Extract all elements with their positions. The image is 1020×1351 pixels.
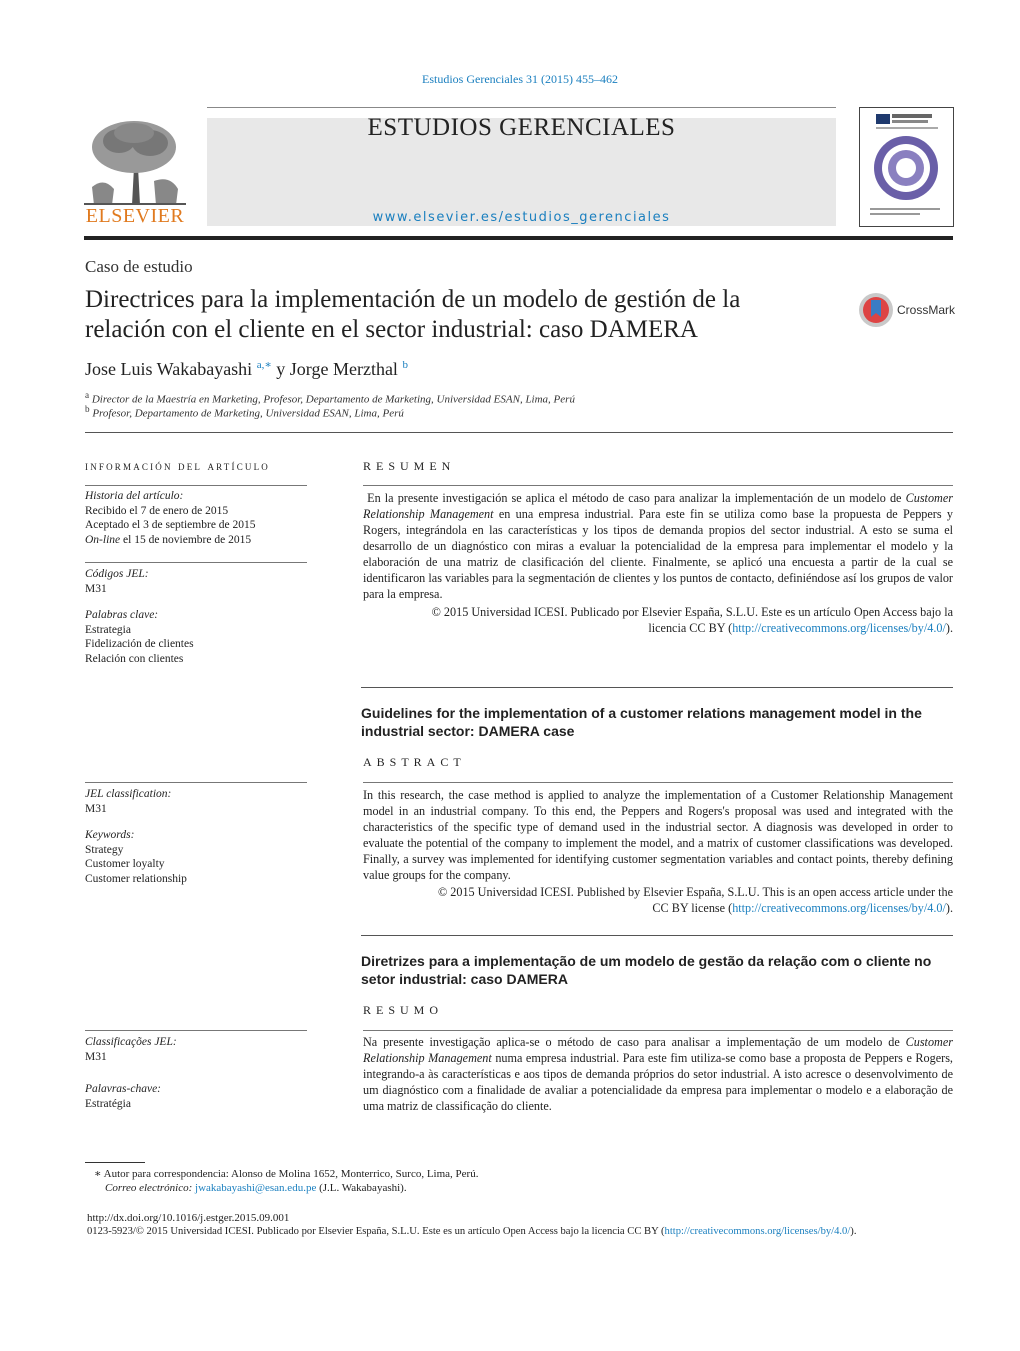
author-name[interactable]: Jose Luis Wakabayashi	[85, 359, 253, 379]
keywords-es	[85, 608, 307, 666]
article-history	[85, 489, 307, 547]
author-affiliation-mark[interactable]: b	[402, 359, 408, 371]
journal-cover-thumbnail[interactable]	[859, 107, 954, 227]
side-rule	[85, 1030, 307, 1031]
copyright-line: © 2015 Universidad ICESI. Publicado por Elsevier España, S.L.U. Este es un artículo Open Access bajo la	[431, 605, 953, 619]
keyword: Customer relationship	[85, 872, 187, 885]
keyword: Customer loyalty	[85, 858, 165, 870]
copyright-suffix: ).	[945, 901, 953, 915]
article-info-heading: información del artículo	[85, 459, 271, 473]
jel-label: JEL classification:	[85, 788, 172, 800]
resumen-heading: RESUMEN	[363, 459, 456, 473]
journal-url[interactable]: www.elsevier.es/estudios_gerenciales	[372, 210, 671, 225]
email-owner: (J.L. Wakabayashi).	[316, 1182, 407, 1194]
crossmark-label[interactable]: CrossMark	[897, 303, 956, 317]
section-rule	[363, 485, 953, 486]
resumo-text-start: Na presente investigação aplica-se o método de caso para analisar a implementação de um modelo de	[363, 1035, 906, 1049]
affiliation-mark: a	[85, 390, 90, 400]
side-rule	[85, 562, 307, 563]
keywords-en	[85, 828, 307, 886]
abstract-copyright	[363, 884, 953, 916]
section-divider	[85, 432, 953, 433]
portuguese-title: Diretrizes para a implementação de um modelo de gestão da relação com o cliente no setor industrial: caso DAMERA	[361, 953, 932, 987]
jel-label: Códigos JEL:	[85, 568, 149, 580]
keyword: Estrategia	[85, 623, 131, 636]
footnote-rule	[85, 1162, 145, 1163]
resumen-text	[363, 490, 953, 602]
resumen-italic-term: Customer Relationship Management	[363, 491, 953, 521]
keywords-pt	[85, 1082, 307, 1111]
copyright-line	[363, 900, 953, 916]
article-type: Caso de estudio	[85, 257, 193, 276]
keyword: Strategy	[85, 843, 124, 856]
jel-codes-pt	[85, 1035, 307, 1064]
author-list	[85, 358, 408, 380]
copyright-prefix: licencia CC BY (	[648, 621, 733, 635]
keyword: Relación con clientes	[85, 652, 184, 665]
english-title: Guidelines for the implementation of a customer relations management model in the industrial sector: DAMERA case	[361, 705, 922, 739]
section-divider	[361, 935, 953, 936]
copyright-line	[363, 620, 953, 636]
resumen-text-start: En la presente investigación se aplica el método de caso para analizar la implementación de un modelo de	[367, 491, 906, 505]
online-date	[85, 533, 307, 548]
online-label: On-line	[85, 533, 121, 546]
copyright-prefix: CC BY license (	[652, 901, 733, 915]
resumo-text-rest: numa empresa industrial. Para este fim utiliza-se como base a proposta de Peppers e Rogers, integrando-a às características e aos tipos de demanda próprios do setor industrial. A isto acresce o desenvolvimento de um diagnóstico com a finalidade de avaliar a potencialidade da empresa para implementar o modelo e a elaboração de uma matriz de classificação do cliente.	[363, 1051, 953, 1113]
side-rule	[85, 485, 307, 486]
header-rule	[207, 107, 836, 108]
author-conjunction: y	[276, 359, 286, 379]
footnote-star: ∗	[94, 1168, 102, 1180]
article-title: Directrices para la implementación de un modelo de gestión de la relación con el cliente en el sector industrial: caso DAMERA	[85, 286, 741, 343]
history-label: Historia del artículo:	[85, 490, 184, 502]
keyword: Fidelización de clientes	[85, 638, 194, 650]
online-date-text: el 15 de noviembre de 2015	[120, 533, 252, 546]
author-affiliation-mark[interactable]: a,∗	[256, 359, 272, 371]
jel-value: M31	[85, 582, 107, 595]
section-rule	[363, 1030, 953, 1031]
journal-title: ESTUDIOS GERENCIALES	[367, 114, 676, 141]
journal-reference[interactable]: Estudios Gerenciales 31 (2015) 455–462	[422, 72, 618, 86]
correspondence-text: Autor para correspondencia: Alonso de Molina 1652, Monterrico, Surco, Lima, Perú.	[103, 1168, 479, 1180]
affiliation-text: Profesor, Departamento de Marketing, Universidad ESAN, Lima, Perú	[92, 407, 404, 420]
jel-codes-es	[85, 567, 307, 596]
resumo-text	[363, 1034, 953, 1114]
resumo-heading: RESUMO	[363, 1003, 444, 1017]
accepted-date: Aceptado el 3 de septiembre de 2015	[85, 519, 256, 531]
section-rule	[363, 782, 953, 783]
side-rule	[85, 782, 307, 783]
copyright-line: © 2015 Universidad ICESI. Published by Elsevier España, S.L.U. This is an open access article under the	[437, 885, 953, 899]
affiliation	[85, 404, 404, 420]
jel-label: Classificações JEL:	[85, 1036, 177, 1048]
email-label: Correo electrónico:	[105, 1182, 193, 1194]
license-link[interactable]: http://creativecommons.org/licenses/by/4.0/	[732, 621, 946, 635]
author-name[interactable]: Jorge Merzthal	[289, 359, 398, 379]
received-date: Recibido el 7 de enero de 2015	[85, 504, 229, 517]
keyword: Estratégia	[85, 1097, 131, 1110]
keywords-label: Keywords:	[85, 829, 135, 841]
abstract-text: In this research, the case method is applied to analyze the implementation of a Customer Relationship Management model in an industrial company. To this end, the Peppers and Rogers's proposal was used and integrated with the characteristics of the specific type of demand used in the industrial sector. A diagnosis was developed in order to evaluate the potential of the company to implement the model, and a matrix of customer classifications was developed. Finally, a survey was implemented for identifying customer segmentation variables and contact points, thereby defining value groups for the company.	[363, 788, 953, 882]
license-footer-suffix: ).	[850, 1226, 857, 1237]
license-link[interactable]: http://creativecommons.org/licenses/by/4.0/	[664, 1226, 851, 1237]
jel-codes-en	[85, 787, 307, 816]
correspondence-footnote	[94, 1167, 478, 1180]
affiliation-mark: b	[85, 404, 90, 414]
copyright-suffix: ).	[945, 621, 953, 635]
resumen-text-rest: en una empresa industrial. Para este fin se utiliza como base la propuesta de Peppers y Rogers, integrándola en las características y los tipos de demanda propios del sector industrial. A esto se suma el desarrollo de un diagnóstico con miras a evaluar la potencialidad de la empresa para implementar el modelo y la elaboración de una matriz de clasificación del cliente. Finalmente, se aplicó una encuesta a partir de la cual se identificaron las variables para la segmentación de clientes y los puntos de contacto, definiéndose así los grupos de valor para la empresa.	[363, 507, 953, 601]
resumo-italic-term: Customer Relationship Management	[363, 1035, 953, 1065]
email-footnote	[105, 1182, 407, 1194]
jel-value: M31	[85, 1050, 107, 1063]
jel-value: M31	[85, 802, 107, 815]
resumen-copyright	[363, 604, 953, 636]
license-footer	[87, 1226, 957, 1237]
email-link[interactable]: jwakabayashi@esan.edu.pe	[195, 1182, 317, 1194]
affiliation-text: Director de la Maestría en Marketing, Profesor, Departamento de Marketing, Universidad ESAN, Lima, Perú	[91, 393, 575, 406]
publisher-name: ELSEVIER	[85, 205, 185, 227]
header-bottom-rule	[84, 236, 953, 240]
license-footer-text: 0123-5923/© 2015 Universidad ICESI. Publicado por Elsevier España, S.L.U. Este es un artículo Open Access bajo la licencia CC BY (	[87, 1226, 665, 1237]
keywords-label: Palabras clave:	[85, 609, 159, 621]
section-divider	[361, 687, 953, 688]
abstract-heading: ABSTRACT	[363, 755, 466, 769]
license-link[interactable]: http://creativecommons.org/licenses/by/4.0/	[732, 901, 946, 915]
keywords-label: Palavras-chave:	[85, 1083, 161, 1095]
doi-link[interactable]: http://dx.doi.org/10.1016/j.estger.2015.09.001	[87, 1212, 290, 1224]
